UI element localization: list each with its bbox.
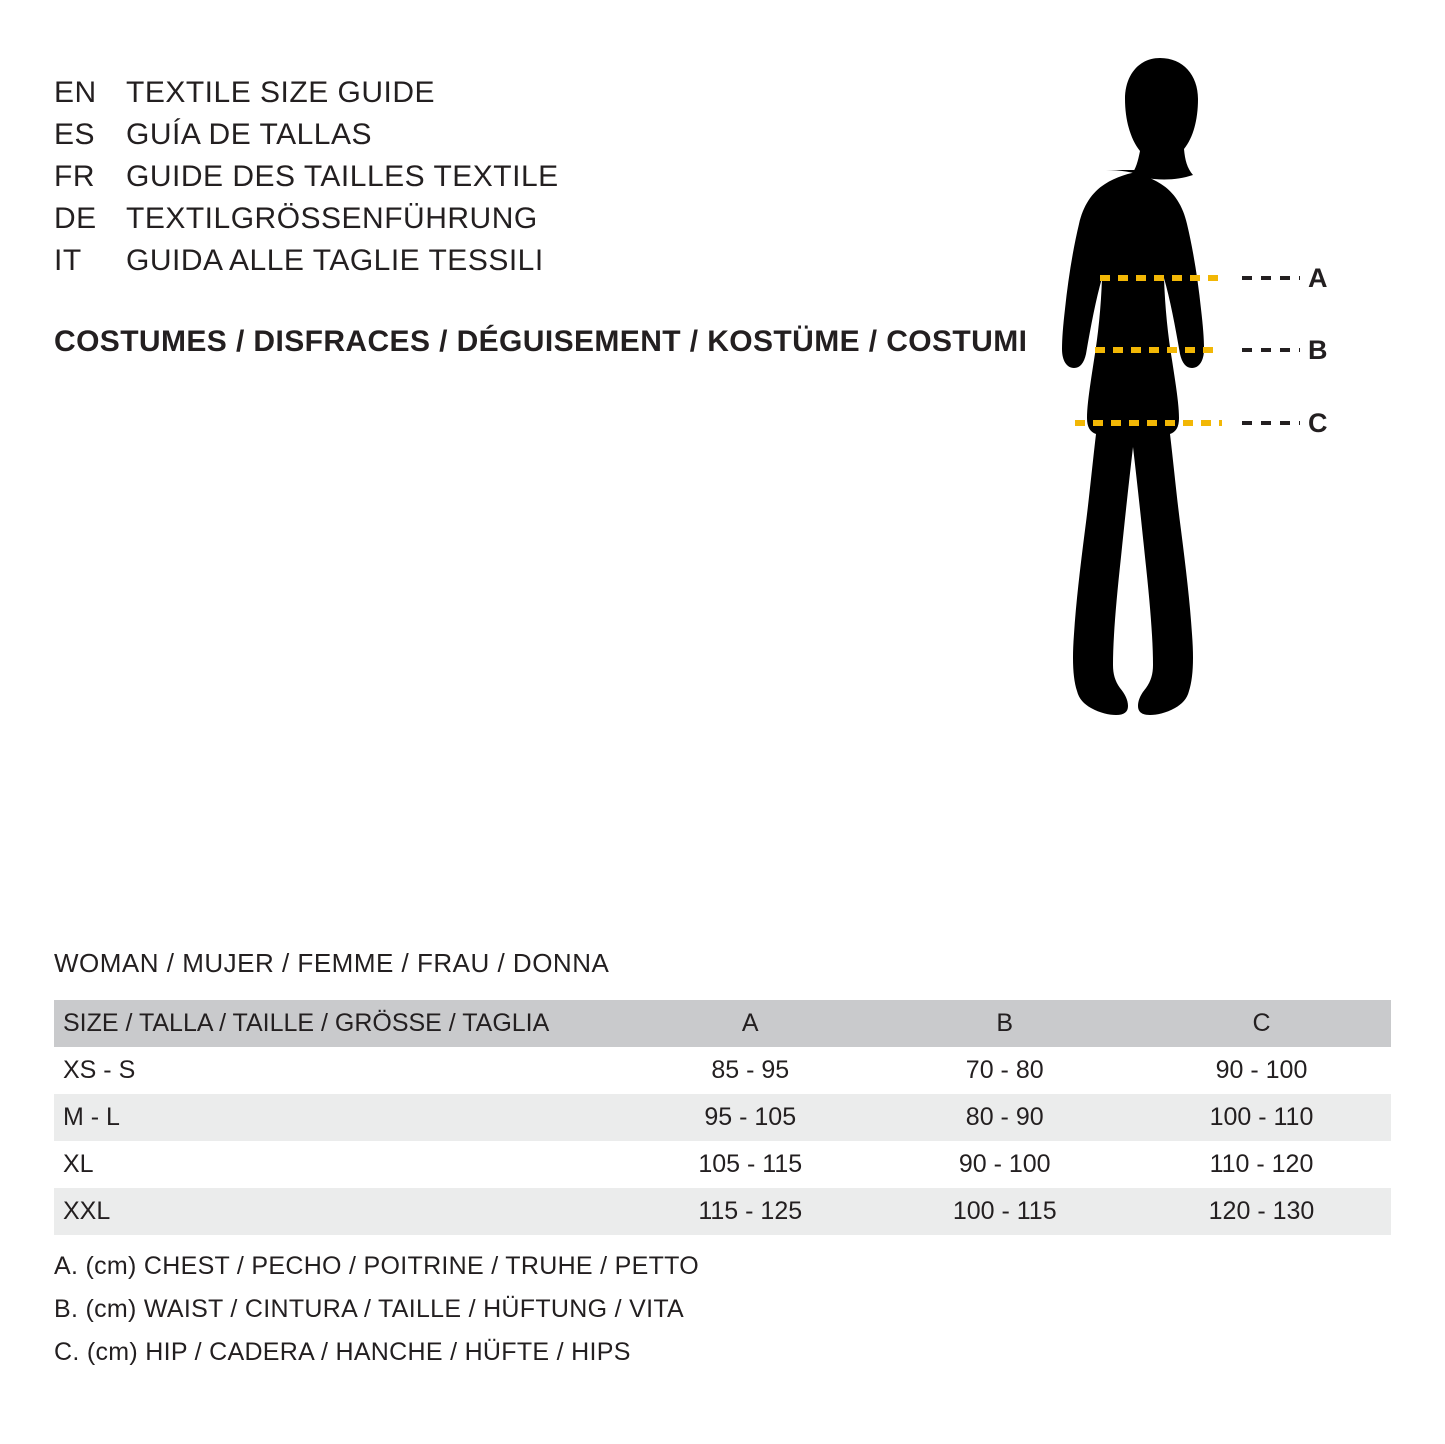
measurement-legend: [54, 1245, 699, 1374]
cell-b: 90 - 100: [958, 1150, 1051, 1178]
table-row: [54, 1047, 1391, 1094]
language-code: IT: [54, 244, 82, 277]
cell-b: 70 - 80: [965, 1056, 1044, 1084]
language-row: [54, 240, 1004, 282]
table-header-row: [54, 1000, 1391, 1047]
legend-item-c: C. (cm) HIP / CADERA / HANCHE / HÜFTE / HIPS: [54, 1338, 631, 1366]
language-code: EN: [54, 76, 97, 109]
cell-c: 120 - 130: [1208, 1197, 1315, 1225]
language-code: FR: [54, 160, 95, 193]
language-title-list: [54, 72, 1004, 282]
cell-b: 100 - 115: [952, 1197, 1057, 1225]
cell-a: 105 - 115: [698, 1150, 803, 1178]
cell-c: 110 - 120: [1209, 1150, 1314, 1178]
column-header-b: B: [996, 1009, 1014, 1037]
cell-a: 115 - 125: [698, 1197, 803, 1225]
table-row: [54, 1188, 1391, 1235]
cell-size: XS - S: [63, 1056, 136, 1084]
cell-size: XXL: [63, 1197, 111, 1225]
legend-item-a: A. (cm) CHEST / PECHO / POITRINE / TRUHE / PETTO: [54, 1252, 700, 1280]
column-header-c: C: [1252, 1009, 1271, 1037]
legend-item-b: B. (cm) WAIST / CINTURA / TAILLE / HÜFTUNG / VITA: [54, 1295, 685, 1323]
column-header-size: SIZE / TALLA / TAILLE / GRÖSSE / TAGLIA: [63, 1009, 550, 1037]
cell-size: M - L: [63, 1103, 120, 1131]
measure-label-b: B: [1308, 335, 1328, 365]
language-title: TEXTILE SIZE GUIDE: [126, 76, 436, 109]
woman-figure-diagram: [1000, 50, 1420, 910]
language-title: GUIDA ALLE TAGLIE TESSILI: [126, 244, 544, 277]
measure-label-c: C: [1308, 408, 1328, 438]
language-row: [54, 156, 1004, 198]
size-table: [54, 1000, 1391, 1235]
language-code: DE: [54, 202, 97, 235]
cell-a: 85 - 95: [711, 1056, 790, 1084]
costumes-subtitle: COSTUMES / DISFRACES / DÉGUISEMENT / KOSTÜME / COSTUMI: [54, 325, 1028, 358]
language-title: TEXTILGRÖSSENFÜHRUNG: [126, 202, 538, 235]
language-title: GUIDE DES TAILLES TEXTILE: [126, 160, 559, 193]
woman-silhouette-icon: [1000, 50, 1420, 910]
column-header-a: A: [741, 1009, 759, 1037]
table-row: [54, 1094, 1391, 1141]
language-title: GUÍA DE TALLAS: [126, 118, 372, 151]
cell-size: XL: [63, 1150, 94, 1178]
table-section-title: WOMAN / MUJER / FEMME / FRAU / DONNA: [54, 948, 610, 978]
cell-a: 95 - 105: [704, 1103, 797, 1131]
cell-c: 100 - 110: [1209, 1103, 1314, 1131]
measure-label-a: A: [1308, 263, 1328, 293]
table-row: [54, 1141, 1391, 1188]
language-row: [54, 72, 1004, 114]
cell-b: 80 - 90: [965, 1103, 1044, 1131]
language-row: [54, 114, 1004, 156]
language-row: [54, 198, 1004, 240]
cell-c: 90 - 100: [1215, 1056, 1308, 1084]
language-code: ES: [54, 118, 96, 151]
